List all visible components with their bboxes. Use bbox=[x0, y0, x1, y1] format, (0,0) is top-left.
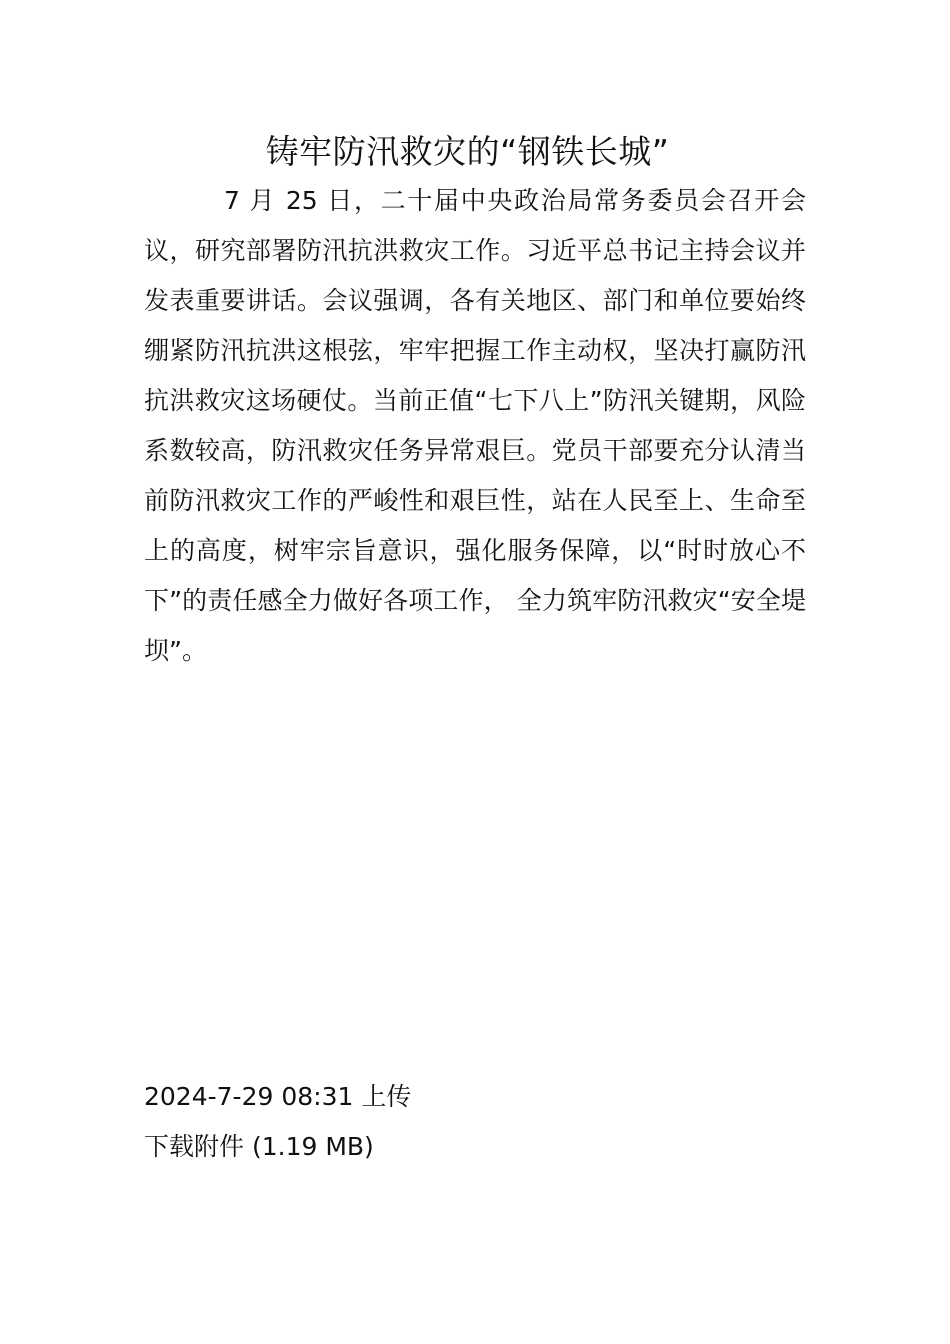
upload-label: 上传 bbox=[361, 1082, 412, 1111]
download-attachment[interactable] bbox=[144, 1122, 374, 1172]
upload-info bbox=[144, 1072, 411, 1122]
download-link[interactable]: 下载附件 bbox=[144, 1132, 245, 1161]
file-size: (1.19 MB) bbox=[251, 1132, 374, 1161]
document-paragraph: 7 月 25 日，二十届中央政治局常务委员会召开会议，研究部署防汛抗洪救灾工作。习近平总书记主持会议并发表重要讲话。会议强调，各有关地区、部门和单位要始终绷紧防汛抗洪这根弦，牢牢把握工作主动权，坚决打赢防汛抗洪救灾这场硬仗。当前正值“七下八上”防汛关键期，风险系数较高，防汛救灾任务异常艰巨。党员干部要充分认清当前防汛救灾工作的严峻性和艰巨性，站在人民至上、生命至上的高度，树牢宗旨意识，强化服务保障，以“时时放心不下”的责任感全力做好各项工作， 全力筑牢防汛救灾“安全堤坝”。 bbox=[144, 186, 806, 665]
upload-time: 2024-7-29 08:31 bbox=[144, 1082, 354, 1111]
document-title: 铸牢防汛救灾的“钢铁长城” bbox=[265, 132, 670, 171]
